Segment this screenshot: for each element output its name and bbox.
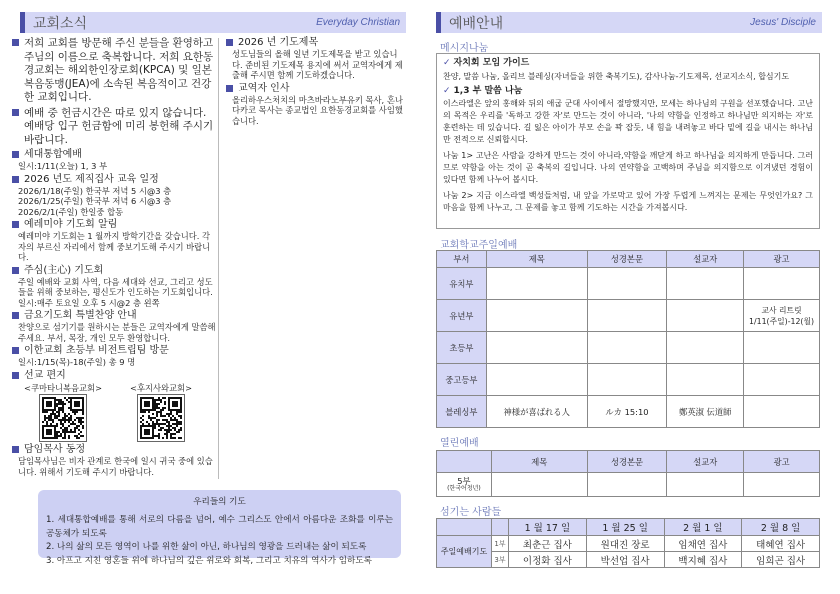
news-item-heading: [12, 310, 216, 322]
news-item-text: 예레미야 기도회는 1 월까지 방학기간을 갖습니다. 각자의 부르신 자리에서 함께 중보기도해 주시기 바랍니다.: [18, 231, 211, 262]
news-item-text: 2026/1/25(주일) 한국부 저녁 6 시@3 층: [18, 196, 172, 206]
table-cell: [667, 473, 744, 497]
table-cell: [587, 364, 667, 396]
table-cell: [744, 364, 820, 396]
news-item-title: 세대통합예배: [24, 149, 82, 160]
table-cell: [667, 300, 744, 332]
service-name: 5부: [457, 475, 471, 486]
open-worship-table: [436, 450, 820, 497]
news-item-title: 2026 년도 제직집사 교육 일정: [24, 173, 159, 185]
sermon-paragraph: 나눔 2> 지금 이스라엘 백성들처럼, 내 앞을 가로막고 있어 가장 두렵게 느껴지는 문제는 무엇인가요? 그 마음을 함께 나누고, 그 문제를 놓고 함께 기도하는 시간을 가져봅시다.: [443, 191, 813, 212]
table-cell: [744, 396, 820, 428]
bullet-square-icon: [12, 39, 19, 46]
table-cell: 교사 리트릿 1/11(주일)-12(월): [744, 300, 820, 332]
news-item-heading: [12, 444, 216, 456]
news-item-title: 주심(主心) 기도회: [24, 264, 104, 276]
table-row: [437, 396, 820, 428]
news-item-heading: [226, 83, 408, 95]
table-cell: [486, 300, 587, 332]
news-item: [12, 444, 216, 477]
table-cell: [667, 332, 744, 364]
bullet-square-icon: [226, 39, 233, 46]
prayer-line: 3. 아프고 지친 영혼들 위에 하나님의 깊은 위로와 회복, 그리고 치유의 역사가 임하도록: [46, 556, 372, 566]
column-header: 설교자: [667, 251, 744, 268]
news-item-heading: [12, 265, 216, 277]
blank-header: [492, 519, 509, 536]
news-item-text: 찬양으로 섬기기를 원하시는 분들은 교역자에게 말씀해 주세요. 부서, 목장, 개인 모두 환영합니다.: [18, 322, 216, 343]
table-header-row: [437, 519, 820, 536]
table-cell: [587, 473, 667, 497]
left-section-header: [20, 12, 406, 33]
news-item-title: 예배 중 헌금시간은 따로 있지 않습니다. 예배당 입구 헌금함에 미리 봉헌해 주시기 바랍니다.: [24, 106, 214, 146]
table-row: [437, 268, 820, 300]
mission-letter-qr[interactable]: [24, 383, 102, 443]
bullet-square-icon: [12, 347, 19, 354]
qr-codes: [12, 383, 216, 443]
column-divider: [218, 38, 219, 479]
table-cell: [744, 332, 820, 364]
news-item-text: 올리하우스처치의 마츠바라노부유키 목사, 혼나다카코 목사는 종교법인 요한동경교회를 사임했습니다.: [232, 94, 403, 126]
date-header: 1 월 25 일: [586, 519, 664, 536]
table-cell: [667, 364, 744, 396]
blank-header: [437, 519, 492, 536]
section-title: 교회소식: [33, 15, 88, 32]
servers-table: [436, 518, 820, 568]
servers-label: 섬기는 사람들: [440, 507, 502, 518]
section-subtitle: Jesus' Disciple: [750, 17, 816, 28]
column-header: 제목: [491, 451, 587, 473]
table-cell: [587, 268, 667, 300]
table-header-row: [437, 251, 820, 268]
qr-label: <후지사와교회>: [130, 382, 193, 393]
news-item-title: 2026 년 기도제목: [238, 37, 319, 48]
qr-code-icon[interactable]: [39, 394, 87, 442]
news-item: [12, 219, 216, 263]
server-name: 태혜연 집사: [742, 536, 820, 552]
table-row: [437, 300, 820, 332]
school-worship-table: [436, 250, 820, 428]
date-header: 2 월 1 일: [664, 519, 742, 536]
news-item: [12, 149, 216, 172]
column-header: 부서: [437, 251, 487, 268]
open-worship-label: 열린예배: [440, 438, 479, 449]
bullet-square-icon: [12, 267, 19, 274]
news-item-title: 교역자 인사: [238, 82, 290, 94]
column-header: 광고: [744, 451, 820, 473]
bullet-square-icon: [12, 176, 19, 183]
table-cell: [587, 332, 667, 364]
news-item-title: 선교 편지: [24, 369, 66, 381]
table-row: [437, 364, 820, 396]
bullet-square-icon: [12, 109, 19, 116]
table-row: [437, 332, 820, 364]
check-icon: ✓: [443, 58, 451, 68]
date-header: 2 월 8 일: [742, 519, 820, 536]
department-cell: 유년부: [437, 300, 487, 332]
bullet-square-icon: [12, 312, 19, 319]
bullet-square-icon: [12, 151, 19, 158]
bullet-square-icon: [226, 85, 233, 92]
news-item: [12, 370, 216, 443]
news-item-title: 담임목사 동정: [24, 444, 86, 455]
news-item-heading: [12, 107, 216, 148]
news-item-title: 저희 교회를 방문해 주신 분들을 환영하고 주님의 이름으로 축복합니다. 저희 요한동경교회는 해외한인장로회(KPCA) 및 일본복음동맹(JEA)에 소속된 복음적이고 건강한 교회입니다.: [24, 37, 214, 103]
news-item-heading: [12, 345, 216, 357]
department-cell: 초등부: [437, 332, 487, 364]
news-item-heading: [12, 370, 216, 382]
date-header: 1 월 17 일: [509, 519, 587, 536]
mission-letter-qr[interactable]: [130, 383, 192, 443]
column-header: 성경본문: [587, 451, 667, 473]
news-item-text: 성도님들의 올해 일년 기도제목을 받고 있습니다. 준비된 기도제목 용지에 써서 교역자에게 제출해 주시면 함께 기도하겠습니다.: [232, 49, 403, 80]
table-cell: [744, 268, 820, 300]
table-cell: [744, 473, 820, 497]
sermon-paragraph: 이스라엘은 앞의 홍해와 뒤의 애굽 군대 사이에서 절망했지만, 모세는 하나님의 구원을 선포했습니다. 고난의 목적은 우리를 '독하고 강한 자'로 만드는 것이 아니라, '나의 약함을 인정하고 하나님만 의지하는 자'로 훈련하는 데 있습니다. 길 잃은 아이가 부모 손을 꽉 잡듯, 내 힘을 내려놓고 바다 밑에 길을 내시는 하나님만 전적으로 신뢰합시다.: [443, 99, 813, 144]
news-item-text: 담임목사님은 비자 관계로 한국에 일시 귀국 중에 있습니다. 위해서 기도해 주시기 바랍니다.: [18, 456, 213, 477]
qr-code-icon[interactable]: [137, 394, 185, 442]
table-row: [437, 552, 820, 568]
column-header: 광고: [744, 251, 820, 268]
news-item: [12, 37, 216, 105]
section-subtitle: Everyday Christian: [316, 17, 400, 28]
part-cell: 3부: [492, 552, 509, 568]
prayer-line: 2. 나의 삶의 모든 영역이 나를 위한 삶이 아닌, 하나님의 영광을 드러내는 삶이 되도록: [46, 542, 367, 553]
news-item-title: 금요기도회 특별찬양 안내: [24, 310, 137, 321]
table-cell: 鄭英淑 伝道師: [667, 396, 744, 428]
table-header-row: [437, 451, 820, 473]
bullet-square-icon: [12, 221, 19, 228]
table-row: [437, 536, 820, 552]
news-item: [12, 265, 216, 309]
table-cell: 神様が喜ばれる人: [486, 396, 587, 428]
department-cell: 중고등부: [437, 364, 487, 396]
right-section-header: [436, 12, 822, 33]
server-name: 이정화 집사: [509, 552, 587, 568]
news-item-title: 이한교회 초등부 비전트립팀 방문: [24, 345, 169, 356]
table-cell: [486, 268, 587, 300]
news-item-text: 일시:매주 토요일 오후 5 시@2 층 왼쪽: [18, 297, 160, 308]
bullet-square-icon: [12, 446, 19, 453]
part-cell: 1부: [492, 536, 509, 552]
message-box: [436, 53, 820, 229]
guide-title: 자치회 모임 가이드: [453, 58, 530, 68]
table-cell: [486, 364, 587, 396]
news-item: [226, 83, 408, 127]
server-name: 박선업 집사: [586, 552, 664, 568]
sermon-title: 1,3 부 말씀 나눔: [453, 85, 523, 96]
server-name: 백지혜 집사: [664, 552, 742, 568]
bullet-square-icon: [12, 372, 19, 379]
prayer-line: 1. 세대통합예배를 통해 서로의 다름을 넘어, 예수 그리스도 안에서 아름다운 조화를 이루는 공동체가 되도록: [46, 514, 393, 539]
news-item-heading: [12, 219, 216, 231]
news-column-1: [12, 37, 216, 479]
news-item-text: 2026/1/18(주일) 한국부 저녁 5 시@3 층: [18, 185, 172, 196]
table-cell: ルカ 15:10: [587, 396, 667, 428]
prayer-box: [38, 490, 401, 566]
news-item-text: 일시:1/11(오늘) 1, 3 부: [18, 161, 108, 171]
server-name: 임채연 집사: [664, 536, 742, 552]
department-cell: 블레싱부: [437, 396, 487, 428]
sermon-paragraph: 나눔 1> 고난은 사람을 강하게 만드는 것이 아니라,약함을 깨닫게 하고 하나님을 의지하게 만듭니다. 그러므로 약함을 아는 것이 곧 축복의 길입니다. 나의 연약함을 고백하며 주님을 의지함으로 이겨냈던 경험이 있다면 함께 나누어 봅시다.: [443, 151, 813, 184]
news-item-text: 2026/2/1(주일) 한일중 합동: [18, 206, 124, 217]
server-name: 임희곤 집사: [742, 552, 820, 568]
department-cell: 유치부: [437, 268, 487, 300]
news-item: [226, 37, 408, 81]
news-item-heading: [226, 37, 408, 49]
news-item-text: 주일 예배와 교회 사역, 다음 세대와 선교, 그리고 성도들을 위해 중보하는, 평신도가 인도하는 기도회입니다.: [18, 276, 213, 297]
news-item-text: 일시:1/15(목)-18(주일) 총 9 명: [18, 357, 136, 367]
table-cell: [667, 268, 744, 300]
news-item-heading: [12, 174, 216, 186]
school-label: 교회학교주일예배: [440, 240, 518, 251]
table-cell: [587, 300, 667, 332]
column-header: 성경본문: [587, 251, 667, 268]
section-title: 예배안내: [449, 15, 504, 32]
news-column-2: [226, 37, 408, 128]
service-sub: (한국어청년): [447, 484, 481, 492]
qr-label: <쿠마타니복음교회>: [24, 382, 103, 393]
table-cell: [491, 473, 587, 497]
table-row: [437, 473, 820, 497]
news-item: [12, 174, 216, 218]
role-cell: 주일예배기도: [437, 536, 492, 568]
news-item: [12, 310, 216, 343]
news-item: [12, 107, 216, 148]
table-cell: [486, 332, 587, 364]
check-icon: ✓: [443, 85, 451, 96]
server-name: 원대진 장로: [586, 536, 664, 552]
column-header: 설교자: [667, 451, 744, 473]
service-cell: [437, 473, 492, 497]
news-item-heading: [12, 149, 216, 161]
news-item: [12, 345, 216, 368]
news-item-title: 예레미야 기도회 알림: [24, 219, 118, 230]
server-name: 최춘근 집사: [509, 536, 587, 552]
prayer-title: 우리들의 기도: [193, 497, 246, 507]
column-header: [437, 451, 492, 473]
message-label: 메시지나눔: [440, 43, 489, 54]
column-header: 제목: [486, 251, 587, 268]
news-item-heading: [12, 37, 216, 105]
guide-text: 찬양, 말씀 나눔, 올리브 블레싱(자녀들을 위한 축복기도), 감사나눔-기도제목, 선교지소식, 합심기도: [443, 71, 790, 81]
